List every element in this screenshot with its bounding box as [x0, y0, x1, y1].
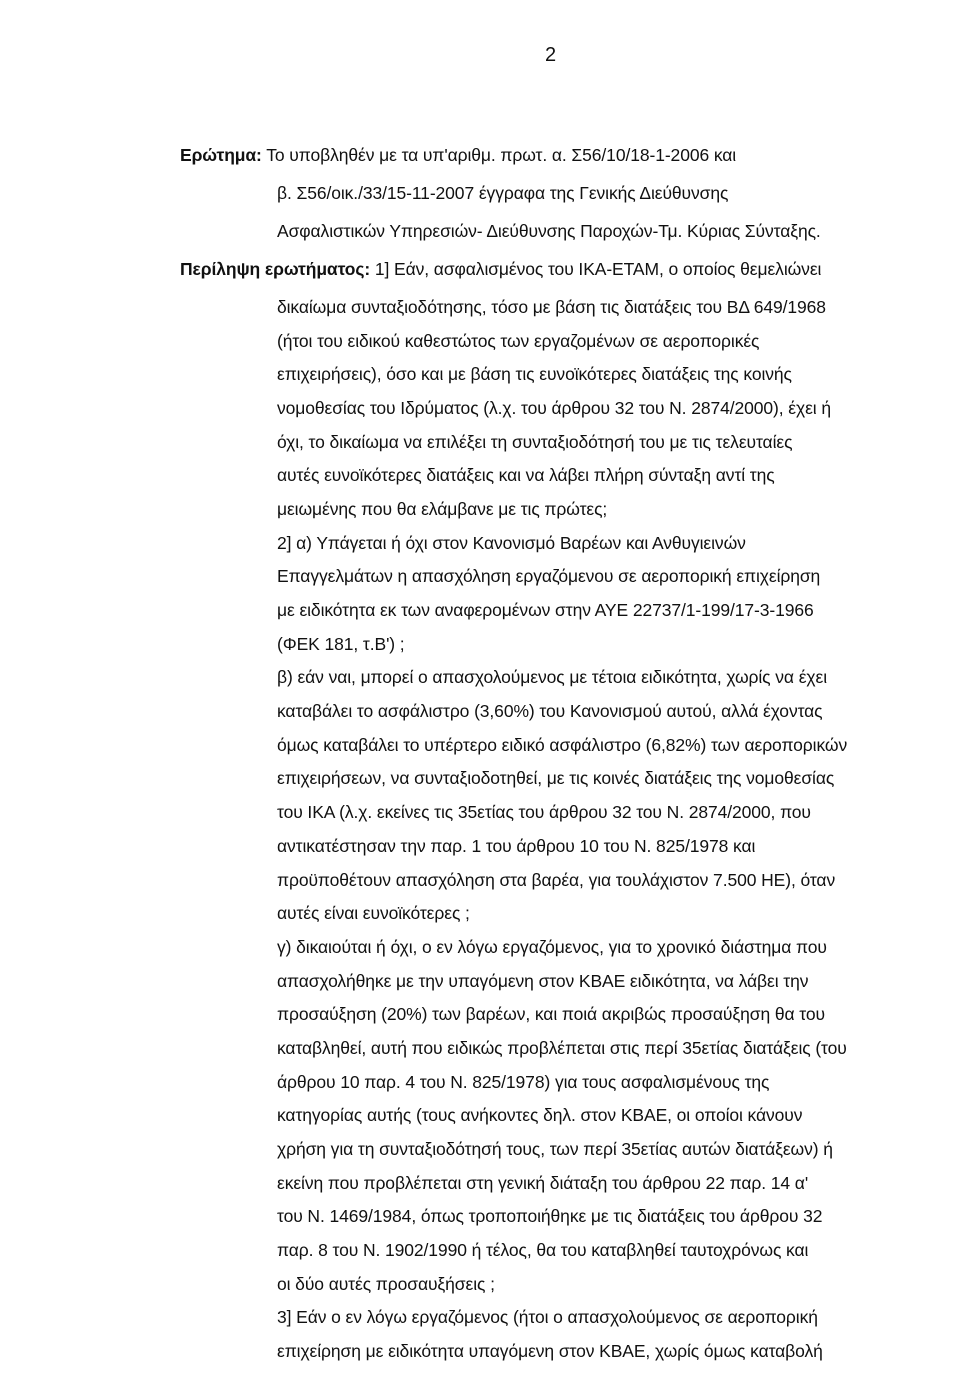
- summary-line-29: του Ν. 1469/1984, όπως τροποποιήθηκε με τις διατάξεις του άρθρου 32: [277, 1206, 823, 1226]
- summary-line-15: όμως καταβάλει το υπέρτερο ειδικό ασφάλιστρο (6,82%) των αεροπορικών: [277, 735, 848, 755]
- summary-line-23: προσαύξηση (20%) των βαρέων, και ποιά ακριβώς προσαύξηση θα του: [277, 1004, 825, 1024]
- page-number: 2: [545, 44, 557, 66]
- summary-line-21: γ) δικαιούται ή όχι, ο εν λόγω εργαζόμενος, για το χρονικό διάστημα που: [277, 937, 827, 957]
- summary-line-24: καταβληθεί, αυτή που ειδικώς προβλέπεται στις περί 35ετίας διατάξεις (του: [277, 1038, 847, 1058]
- summary-line-30: παρ. 8 του Ν. 1902/1990 ή τέλος, θα του καταβληθεί ταυτοχρόνως και: [277, 1240, 809, 1260]
- summary-line-17: του ΙΚΑ (λ.χ. εκείνες τις 35ετίας του άρθρου 32 του Ν. 2874/2000, που: [277, 802, 811, 822]
- question-label: Ερώτημα:: [180, 145, 262, 165]
- summary-line-33: επιχείρηση με ειδικότητα υπαγόμενη στον ΚΒΑΕ, χωρίς όμως καταβολή: [277, 1341, 823, 1361]
- summary-line-6: όχι, το δικαίωμα να επιλέξει τη συνταξιοδότησή του με τις τελευταίες: [277, 432, 793, 452]
- summary-line-9: 2] α) Υπάγεται ή όχι στον Κανονισμό Βαρέων και Ανθυγιεινών: [277, 533, 746, 553]
- summary-line-3: (ήτοι του ειδικού καθεστώτος των εργαζομένων σε αεροπορικές: [277, 331, 760, 351]
- summary-line-25: άρθρου 10 παρ. 4 του Ν. 825/1978) για τους ασφαλισμένους της: [277, 1072, 770, 1092]
- summary-line-27: χρήση για τη συνταξιοδότησή τους, των περί 35ετίας αυτών διατάξεων) ή: [277, 1139, 833, 1159]
- summary-text-1: 1] Εάν, ασφαλισμένος του ΙΚΑ-ΕΤΑΜ, ο οποίος θεμελιώνει: [374, 259, 822, 279]
- summary-line-18: αντικατέστησαν την παρ. 1 του άρθρου 10 του Ν. 825/1978 και: [277, 836, 756, 856]
- summary-line-11: με ειδικότητα εκ των αναφερομένων στην ΑΥΕ 22737/1-199/17-3-1966: [277, 600, 814, 620]
- summary-line-2: δικαίωμα συνταξιοδότησης, τόσο με βάση τις διατάξεις του ΒΔ 649/1968: [277, 297, 826, 317]
- summary-line-19: προϋποθέτουν απασχόληση στα βαρέα, για τουλάχιστον 7.500 ΗΕ), όταν: [277, 870, 836, 890]
- summary-line-8: μειωμένης που θα ελάμβανε με τις πρώτες;: [277, 499, 608, 519]
- summary-line-5: νομοθεσίας του Ιδρύματος (λ.χ. του άρθρου 32 του Ν. 2874/2000), έχει ή: [277, 398, 831, 418]
- summary-line-10: Επαγγελμάτων η απασχόληση εργαζόμενου σε αεροπορική επιχείρηση: [277, 566, 821, 586]
- summary-line-4: επιχειρήσεις), όσο και με βάση τις ευνοϊκότερες διατάξεις της κοινής: [277, 364, 792, 384]
- summary-line-1: [180, 258, 821, 280]
- summary-line-14: καταβάλει το ασφάλιστρο (3,60%) του Κανονισμού αυτού, αλλά έχοντας: [277, 701, 823, 721]
- summary-line-13: β) εάν ναι, μπορεί ο απασχολούμενος με τέτοια ειδικότητα, χωρίς να έχει: [277, 667, 827, 687]
- summary-line-26: κατηγορίας αυτής (τους ανήκοντες δηλ. στον ΚΒΑΕ, οι οποίοι κάνουν: [277, 1105, 803, 1125]
- question-line-2: β. Σ56/οικ./33/15-11-2007 έγγραφα της Γενικής Διεύθυνσης: [277, 183, 729, 203]
- summary-line-32: 3] Εάν ο εν λόγω εργαζόμενος (ήτοι ο απασχολούμενος σε αεροπορική: [277, 1307, 818, 1327]
- question-text-1: Το υποβληθέν με τα υπ'αριθμ. πρωτ. α. Σ56/10/18-1-2006 και: [266, 145, 737, 165]
- summary-line-12: (ΦΕΚ 181, τ.Β') ;: [277, 634, 405, 654]
- summary-line-28: εκείνη που προβλέπεται στη γενική διάταξη του άρθρου 22 παρ. 14 α': [277, 1173, 809, 1193]
- summary-line-31: οι δύο αυτές προσαυξήσεις ;: [277, 1274, 495, 1294]
- summary-line-20: αυτές είναι ευνοϊκότερες ;: [277, 903, 470, 923]
- summary-line-16: επιχειρήσεων, να συνταξιοδοτηθεί, με τις κοινές διατάξεις της νομοθεσίας: [277, 768, 835, 788]
- summary-label: Περίληψη ερωτήματος:: [180, 259, 371, 279]
- summary-line-22: απασχολήθηκε με την υπαγόμενη στον ΚΒΑΕ ειδικότητα, να λάβει την: [277, 971, 809, 991]
- question-line-3: Ασφαλιστικών Υπηρεσιών- Διεύθυνσης Παροχών-Τμ. Κύριας Σύνταξης.: [277, 221, 821, 241]
- question-line-1: [180, 144, 736, 166]
- summary-line-7: αυτές ευνοϊκότερες διατάξεις και να λάβει πλήρη σύνταξη αντί της: [277, 465, 775, 485]
